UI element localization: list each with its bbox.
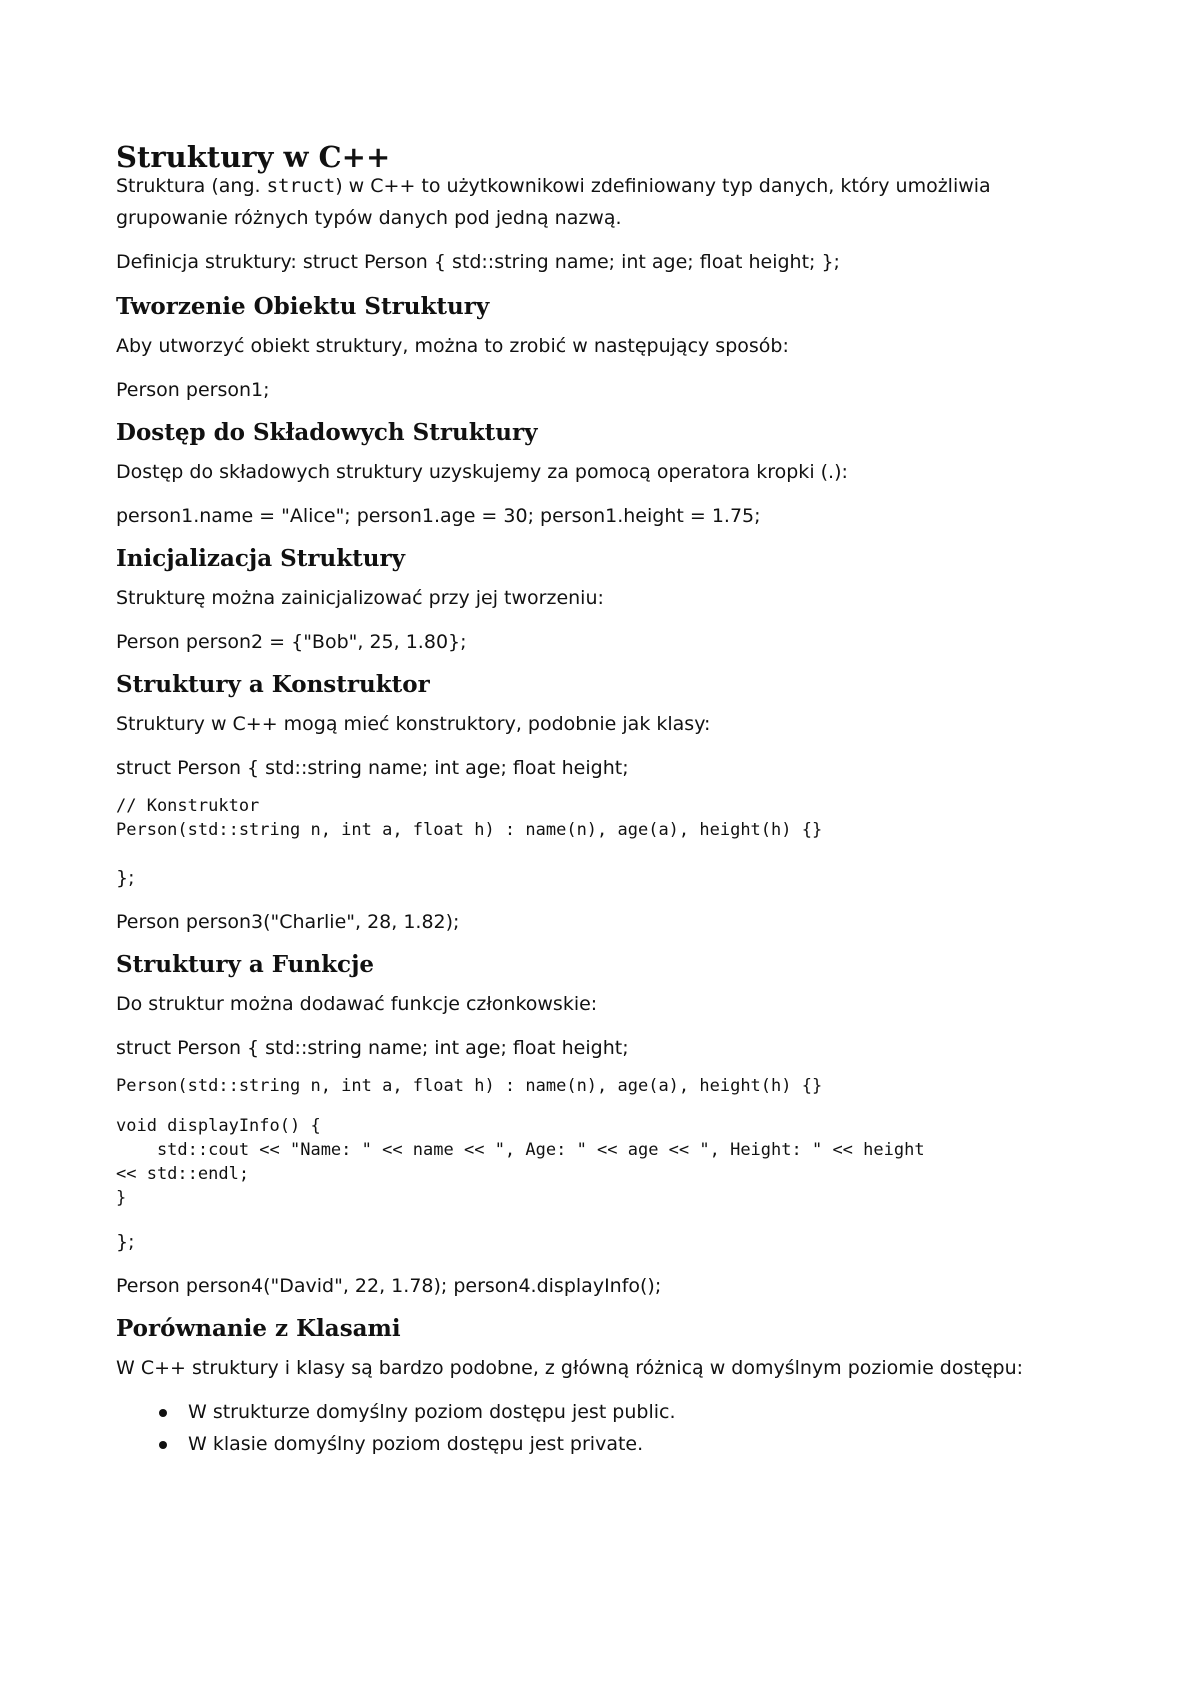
initialization-example: Person person2 = {"Bob", 25, 1.80}; xyxy=(116,631,467,653)
member-access-text: Dostęp do składowych struktury uzyskujemy za pomocą operatora kropki (.): xyxy=(116,461,848,483)
intro-text-before: Struktura (ang. xyxy=(116,175,267,197)
bullet-dot-icon xyxy=(159,1409,167,1417)
heading-constructor: Struktury a Konstruktor xyxy=(116,671,430,698)
document-page xyxy=(116,0,1116,1696)
member-access-example: person1.name = "Alice"; person1.age = 30; person1.height = 1.75; xyxy=(116,505,761,527)
constructor-example: Person person3("Charlie", 28, 1.82); xyxy=(116,911,460,933)
intro-text-after: ) w C++ to użytkownikowi zdefiniowany typ danych, który umożliwia xyxy=(335,175,991,197)
definition-paragraph: Definicja struktury: struct Person { std::string name; int age; float height; }; xyxy=(116,251,840,273)
create-object-example: Person person1; xyxy=(116,379,270,401)
heading-member-access: Dostęp do Składowych Struktury xyxy=(116,419,538,446)
heading-create-object: Tworzenie Obiektu Struktury xyxy=(116,293,490,320)
comparison-text: W C++ struktury i klasy są bardzo podobne, z główną różnicą w domyślnym poziomie dostępu: xyxy=(116,1357,1024,1379)
functions-ctor-code: Person(std::string n, int a, float h) : name(n), age(a), height(h) {} xyxy=(116,1076,823,1096)
functions-text: Do struktur można dodawać funkcje członkowskie: xyxy=(116,993,598,1015)
initialization-text: Strukturę można zainicjalizować przy jej tworzeniu: xyxy=(116,587,604,609)
bullet-dot-icon xyxy=(159,1441,167,1449)
intro-paragraph-line2: grupowanie różnych typów danych pod jedną nazwą. xyxy=(116,207,622,229)
heading-initialization: Inicjalizacja Struktury xyxy=(116,545,405,572)
functions-struct-line: struct Person { std::string name; int age; float height; xyxy=(116,1037,629,1059)
page-title: Struktury w C++ xyxy=(116,140,391,174)
constructor-struct-line: struct Person { std::string name; int age; float height; xyxy=(116,757,629,779)
create-object-text: Aby utworzyć obiekt struktury, można to zrobić w następujący sposób: xyxy=(116,335,789,357)
inline-code-struct: struct xyxy=(266,175,336,197)
functions-struct-close: }; xyxy=(116,1231,135,1253)
constructor-text: Struktury w C++ mogą mieć konstruktory, podobnie jak klasy: xyxy=(116,713,711,735)
comparison-bullet-list xyxy=(116,1396,676,1460)
list-item xyxy=(116,1396,676,1428)
list-item xyxy=(116,1428,676,1460)
functions-method-code: void displayInfo() { std::cout << "Name: " << name << ", Age: " << age << ", Height: " << height << std::endl; } xyxy=(116,1116,925,1208)
heading-comparison: Porównanie z Klasami xyxy=(116,1315,401,1342)
constructor-struct-close: }; xyxy=(116,867,135,889)
heading-functions: Struktury a Funkcje xyxy=(116,951,375,978)
list-item-text: W klasie domyślny poziom dostępu jest private. xyxy=(188,1433,644,1455)
intro-paragraph-line1 xyxy=(116,170,1076,202)
functions-example: Person person4("David", 22, 1.78); person4.displayInfo(); xyxy=(116,1275,662,1297)
list-item-text: W strukturze domyślny poziom dostępu jest public. xyxy=(188,1401,676,1423)
constructor-code-block: // Konstruktor Person(std::string n, int a, float h) : name(n), age(a), height(h) {} xyxy=(116,796,823,840)
